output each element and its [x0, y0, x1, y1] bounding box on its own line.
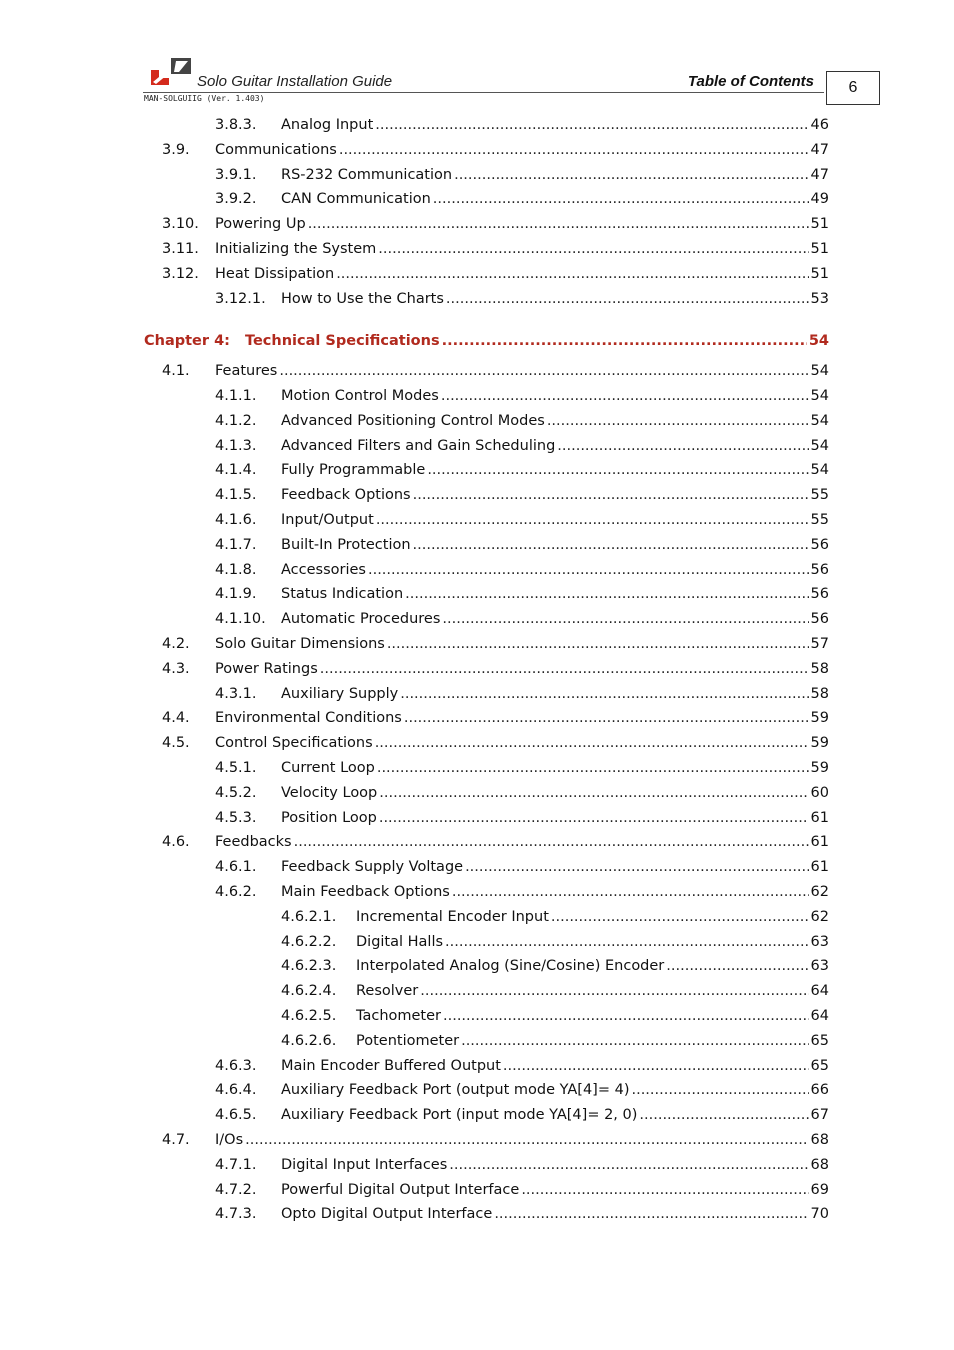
toc-number: 4.1.	[162, 363, 190, 379]
toc-entry[interactable]	[162, 831, 829, 853]
toc-page-number: 61	[810, 834, 829, 850]
toc-leader-dots	[442, 608, 808, 630]
toc-entry[interactable]	[281, 1005, 829, 1027]
toc-number: 4.6.2.6.	[281, 1033, 337, 1049]
toc-number: 4.1.10.	[215, 611, 266, 627]
toc-leader-dots	[547, 410, 809, 432]
toc-title: Technical Specifications	[245, 333, 440, 349]
toc-title: Auxiliary Feedback Port (output mode YA[4]= 4)	[281, 1082, 630, 1098]
toc-title: Automatic Procedures	[281, 611, 441, 627]
section-title: Table of Contents	[687, 73, 814, 90]
toc-number: 3.8.3.	[215, 117, 257, 133]
toc-title: Resolver	[356, 983, 419, 999]
toc-entry[interactable]	[281, 1030, 829, 1052]
toc-page-number: 56	[810, 562, 829, 578]
toc-entry[interactable]	[215, 1179, 829, 1201]
toc-number: 4.1.3.	[215, 438, 257, 454]
toc-leader-dots	[413, 534, 809, 556]
toc-leader-dots	[294, 831, 809, 853]
toc-number: 4.6.2.3.	[281, 958, 337, 974]
toc-page-number: 54	[810, 413, 829, 429]
toc-page-number: 51	[810, 266, 829, 282]
toc-page-number: 53	[810, 291, 829, 307]
page-number: 6	[826, 71, 880, 105]
toc-leader-dots	[379, 782, 808, 804]
toc-entry[interactable]	[215, 1055, 829, 1077]
toc-title: Feedback Options	[281, 487, 411, 503]
toc-number: 4.1.5.	[215, 487, 257, 503]
toc-page-number: 59	[810, 710, 829, 726]
toc-leader-dots	[387, 633, 809, 655]
toc-page-number: 51	[810, 241, 829, 257]
toc-page-number: 54	[810, 462, 829, 478]
toc-page-number: 63	[810, 958, 829, 974]
toc-title: I/Os	[215, 1132, 244, 1148]
toc-number: 4.6.2.2.	[281, 934, 337, 950]
toc-number: 4.6.4.	[215, 1082, 257, 1098]
toc-entry[interactable]	[215, 608, 829, 630]
toc-page-number: 67	[810, 1107, 829, 1123]
toc-entry[interactable]	[215, 757, 829, 779]
toc-page-number: 56	[810, 586, 829, 602]
toc-leader-dots	[557, 435, 808, 457]
toc-page-number: 55	[810, 512, 829, 528]
toc-page-number: 68	[810, 1132, 829, 1148]
toc-leader-dots	[245, 1129, 808, 1151]
toc-leader-dots	[446, 288, 809, 310]
toc-entry[interactable]	[162, 732, 829, 754]
toc-title: Current Loop	[281, 760, 375, 776]
toc-number: 4.7.3.	[215, 1206, 257, 1222]
page-header	[143, 56, 880, 108]
toc-page-number: 49	[810, 191, 829, 207]
toc-page-number: 64	[810, 1008, 829, 1024]
toc-number: 4.3.	[162, 661, 190, 677]
toc-number: 3.12.	[162, 266, 199, 282]
toc-number: 4.1.7.	[215, 537, 257, 553]
toc-page-number: 65	[810, 1033, 829, 1049]
toc-page-number: 70	[810, 1206, 829, 1222]
toc-page-number: 54	[810, 363, 829, 379]
toc-page-number: 68	[810, 1157, 829, 1173]
toc-number: 3.9.2.	[215, 191, 257, 207]
toc-title: Solo Guitar Dimensions	[215, 636, 385, 652]
toc-page-number: 54	[808, 333, 829, 349]
toc-page-number: 54	[810, 438, 829, 454]
toc-leader-dots	[465, 856, 808, 878]
toc-number: 4.1.2.	[215, 413, 257, 429]
toc-title: Incremental Encoder Input	[356, 909, 549, 925]
toc-entry[interactable]	[281, 955, 829, 977]
toc-entry[interactable]	[162, 263, 829, 285]
toc-page-number: 61	[810, 810, 829, 826]
toc-page-number: 58	[810, 686, 829, 702]
toc-leader-dots	[639, 1104, 808, 1126]
toc-title: Motion Control Modes	[281, 388, 439, 404]
toc-number: 4.1.1.	[215, 388, 257, 404]
toc-page-number: 51	[810, 216, 829, 232]
toc-entry[interactable]	[215, 807, 829, 829]
toc-title: Main Encoder Buffered Output	[281, 1058, 501, 1074]
toc-title: Control Specifications	[215, 735, 373, 751]
toc-leader-dots	[413, 484, 809, 506]
toc-page-number: 69	[810, 1182, 829, 1198]
toc-entry[interactable]	[215, 164, 829, 186]
toc-entry[interactable]	[215, 1203, 829, 1225]
toc-number: 3.9.	[162, 142, 190, 158]
toc-number: 4.1.4.	[215, 462, 257, 478]
toc-number: 4.6.2.4.	[281, 983, 337, 999]
toc-title: Tachometer	[356, 1008, 441, 1024]
document-version: MAN-SOLGUIIG (Ver. 1.403)	[144, 94, 265, 103]
toc-number: 4.5.2.	[215, 785, 257, 801]
toc-leader-dots	[503, 1055, 809, 1077]
toc-number: 3.10.	[162, 216, 199, 232]
toc-entry[interactable]	[162, 707, 829, 729]
toc-title: Powerful Digital Output Interface	[281, 1182, 520, 1198]
toc-page-number: 47	[810, 167, 829, 183]
toc-leader-dots	[308, 213, 809, 235]
toc-page-number: 58	[810, 661, 829, 677]
toc-number: 4.4.	[162, 710, 190, 726]
toc-leader-dots	[454, 164, 808, 186]
toc-page-number: 62	[810, 884, 829, 900]
toc-leader-dots	[400, 683, 808, 705]
toc-title: Feedback Supply Voltage	[281, 859, 464, 875]
toc-number: 4.1.6.	[215, 512, 257, 528]
toc-title: Digital Input Interfaces	[281, 1157, 448, 1173]
toc-entry[interactable]	[281, 980, 829, 1002]
toc-title: How to Use the Charts	[281, 291, 444, 307]
toc-title: Feedbacks	[215, 834, 292, 850]
toc-entry[interactable]	[162, 1129, 829, 1151]
toc-entry[interactable]	[215, 410, 829, 432]
toc-leader-dots	[377, 757, 809, 779]
toc-title: Main Feedback Options	[281, 884, 450, 900]
toc-title: Initializing the System	[215, 241, 377, 257]
toc-number: 4.6.	[162, 834, 190, 850]
toc-leader-dots	[420, 980, 808, 1002]
toc-leader-dots	[494, 1203, 808, 1225]
toc-page-number: 63	[810, 934, 829, 950]
toc-leader-dots	[442, 330, 807, 352]
toc-leader-dots	[441, 385, 809, 407]
toc-number: 4.6.5.	[215, 1107, 257, 1123]
toc-number: 4.6.2.	[215, 884, 257, 900]
toc-leader-dots	[445, 931, 809, 953]
toc-chapter-entry[interactable]	[144, 330, 829, 352]
toc-page-number: 65	[810, 1058, 829, 1074]
toc-entry[interactable]	[215, 509, 829, 531]
toc-number: 3.12.1.	[215, 291, 266, 307]
toc-title: Opto Digital Output Interface	[281, 1206, 493, 1222]
toc-entry[interactable]	[215, 856, 829, 878]
toc-page-number: 62	[810, 909, 829, 925]
toc-leader-dots	[452, 881, 809, 903]
toc-entry[interactable]	[215, 881, 829, 903]
toc-number: 4.3.1.	[215, 686, 257, 702]
toc-title: Features	[215, 363, 278, 379]
toc-entry[interactable]	[162, 633, 829, 655]
toc-entry[interactable]	[215, 583, 829, 605]
toc-number: 4.6.3.	[215, 1058, 257, 1074]
toc-title: Environmental Conditions	[215, 710, 402, 726]
toc-title: Accessories	[281, 562, 366, 578]
toc-title: Status Indication	[281, 586, 404, 602]
toc-entry[interactable]	[215, 114, 829, 136]
toc-entry[interactable]	[215, 385, 829, 407]
toc-leader-dots	[379, 807, 809, 829]
toc-page-number: 59	[810, 760, 829, 776]
toc-number: 4.2.	[162, 636, 190, 652]
toc-entry[interactable]	[215, 1079, 829, 1101]
toc-page-number: 61	[810, 859, 829, 875]
toc-entry[interactable]	[215, 782, 829, 804]
toc-title: Auxiliary Supply	[281, 686, 399, 702]
toc-page-number: 54	[810, 388, 829, 404]
toc-leader-dots	[666, 955, 808, 977]
toc-entry[interactable]	[162, 139, 829, 161]
toc-leader-dots	[404, 707, 809, 729]
toc-number: 4.1.9.	[215, 586, 257, 602]
toc-title: Interpolated Analog (Sine/Cosine) Encoder	[356, 958, 665, 974]
header-divider	[143, 92, 824, 93]
toc-title: Advanced Filters and Gain Scheduling	[281, 438, 556, 454]
toc-title: RS-232 Communication	[281, 167, 453, 183]
toc-leader-dots	[551, 906, 809, 928]
toc-number: 4.1.8.	[215, 562, 257, 578]
toc-number: 4.6.1.	[215, 859, 257, 875]
toc-leader-dots	[631, 1079, 808, 1101]
toc-title: Built-In Protection	[281, 537, 411, 553]
toc-title: Digital Halls	[356, 934, 444, 950]
toc-title: Powering Up	[215, 216, 306, 232]
toc-entry[interactable]	[162, 360, 829, 382]
toc-entry[interactable]	[215, 1104, 829, 1126]
toc-number: 3.9.1.	[215, 167, 257, 183]
toc-number: 4.6.2.5.	[281, 1008, 337, 1024]
toc-page-number: 47	[810, 142, 829, 158]
toc-leader-dots	[443, 1005, 809, 1027]
toc-leader-dots	[427, 459, 808, 481]
toc-entry[interactable]	[215, 459, 829, 481]
toc-leader-dots	[279, 360, 808, 382]
toc-leader-dots	[368, 559, 809, 581]
toc-title: Communications	[215, 142, 337, 158]
toc-entry[interactable]	[162, 658, 829, 680]
toc-title: Power Ratings	[215, 661, 318, 677]
toc-title: Velocity Loop	[281, 785, 378, 801]
toc-number: 4.5.1.	[215, 760, 257, 776]
toc-number: 4.7.1.	[215, 1157, 257, 1173]
toc-entry[interactable]	[281, 931, 829, 953]
toc-page-number: 60	[810, 785, 829, 801]
toc-page-number: 57	[810, 636, 829, 652]
toc-entry[interactable]	[215, 1154, 829, 1176]
toc-leader-dots	[376, 509, 809, 531]
elmo-logo-icon	[149, 58, 191, 86]
toc-leader-dots	[375, 114, 808, 136]
toc-leader-dots	[433, 188, 809, 210]
toc-entry[interactable]	[215, 188, 829, 210]
toc-leader-dots	[449, 1154, 808, 1176]
toc-number: 4.7.	[162, 1132, 190, 1148]
document-title: Solo Guitar Installation Guide	[197, 73, 393, 90]
toc-title: CAN Communication	[281, 191, 431, 207]
toc-entry[interactable]	[162, 213, 829, 235]
toc-entry[interactable]	[281, 906, 829, 928]
toc-title: Heat Dissipation	[215, 266, 335, 282]
toc-entry[interactable]	[215, 683, 829, 705]
toc-leader-dots	[461, 1030, 808, 1052]
toc-entry[interactable]	[215, 484, 829, 506]
toc-leader-dots	[336, 263, 808, 285]
toc-title: Fully Programmable	[281, 462, 426, 478]
toc-entry[interactable]	[215, 559, 829, 581]
toc-leader-dots	[320, 658, 809, 680]
toc-title: Position Loop	[281, 810, 377, 826]
toc-number: 3.11.	[162, 241, 199, 257]
toc-leader-dots	[339, 139, 809, 161]
toc-number: 4.5.	[162, 735, 190, 751]
toc-page-number: 66	[810, 1082, 829, 1098]
toc-page-number: 46	[810, 117, 829, 133]
toc-leader-dots	[405, 583, 808, 605]
toc-page-number: 55	[810, 487, 829, 503]
toc-entry[interactable]	[215, 288, 829, 310]
toc-entry[interactable]	[215, 435, 829, 457]
toc-number: 4.7.2.	[215, 1182, 257, 1198]
toc-page-number: 56	[810, 537, 829, 553]
toc-page-number: 64	[810, 983, 829, 999]
toc-leader-dots	[521, 1179, 808, 1201]
toc-entry[interactable]	[215, 534, 829, 556]
toc-number: 4.6.2.1.	[281, 909, 337, 925]
toc-page-number: 56	[810, 611, 829, 627]
toc-page-number: 59	[810, 735, 829, 751]
toc-number: Chapter 4:	[144, 333, 230, 349]
toc-entry[interactable]	[162, 238, 829, 260]
toc-title: Potentiometer	[356, 1033, 460, 1049]
toc-title: Advanced Positioning Control Modes	[281, 413, 545, 429]
toc-leader-dots	[375, 732, 809, 754]
toc-title: Analog Input	[281, 117, 374, 133]
toc-title: Input/Output	[281, 512, 374, 528]
toc-number: 4.5.3.	[215, 810, 257, 826]
toc-title: Auxiliary Feedback Port (input mode YA[4]= 2, 0)	[281, 1107, 638, 1123]
toc-leader-dots	[378, 238, 808, 260]
